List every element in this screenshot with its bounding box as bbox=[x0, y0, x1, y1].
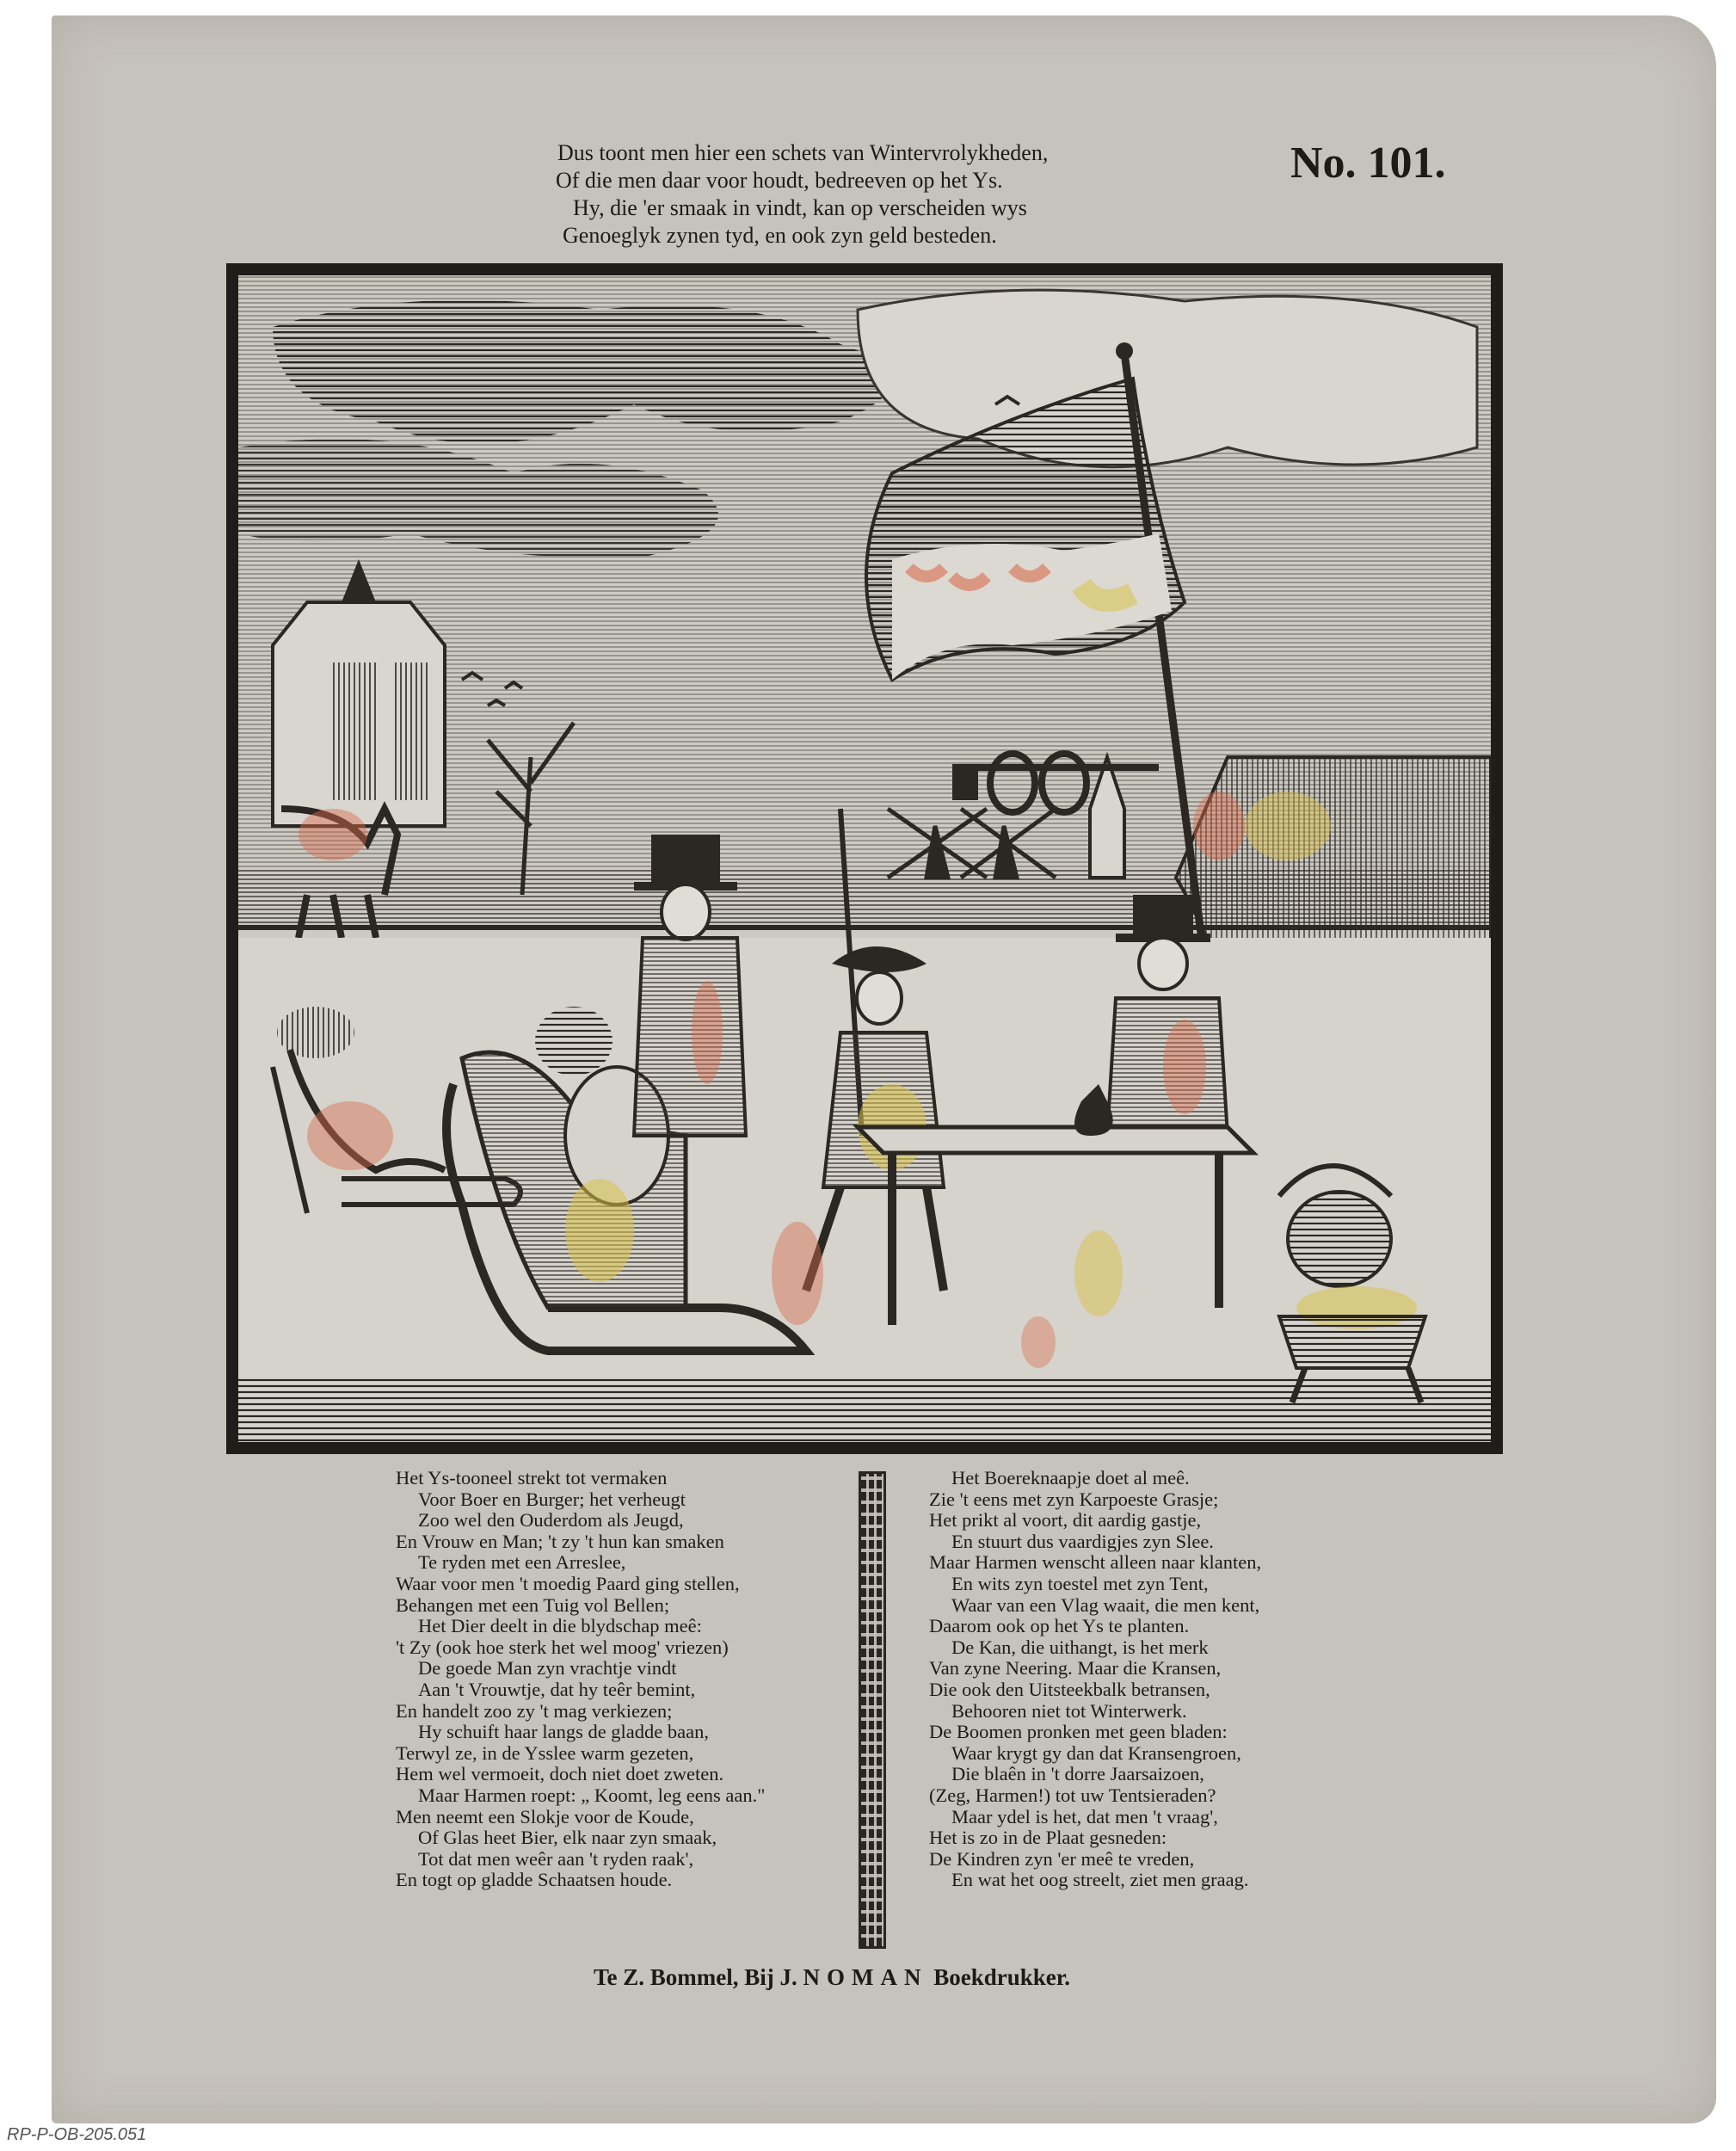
poem-line: Waar van een Vlag waait, die men kent, bbox=[951, 1593, 1260, 1616]
poem-line: Behooren niet tot Winterwerk. bbox=[951, 1699, 1187, 1722]
header-verse bbox=[551, 139, 1187, 250]
poem-line: Het Ys-tooneel strekt tot vermaken bbox=[396, 1467, 668, 1488]
poem-line: En Vrouw en Man; 't zy 't hun kan smaken bbox=[396, 1530, 724, 1552]
poem-line: Het is zo in de Plaat gesneden: bbox=[929, 1827, 1167, 1849]
poem-line: Waar krygt gy dan dat Kransengroen, bbox=[951, 1741, 1241, 1764]
poem-line: Van zyne Neering. Maar die Kransen, bbox=[929, 1657, 1222, 1680]
poem-line: En wits zyn toestel met zyn Tent, bbox=[951, 1572, 1209, 1594]
printer-name: NOMAN bbox=[803, 1964, 928, 1990]
poem-line: De Kindren zyn 'er meê te vreden, bbox=[929, 1847, 1195, 1870]
poem-line: Terwyl ze, in de Ysslee warm gezeten, bbox=[396, 1741, 694, 1764]
imprint-suffix: Boekdrukker. bbox=[933, 1964, 1071, 1990]
header-verse-line: Dus toont men hier een schets van Wintervrolykheden, bbox=[557, 140, 1049, 165]
poem-line: Hem wel vermoeit, doch niet doet zweten. bbox=[396, 1763, 724, 1785]
poem-line: Het prikt al voort, dit aardig gastje, bbox=[929, 1509, 1202, 1532]
inventory-number: RP-P-OB-205.051 bbox=[7, 2125, 147, 2144]
poem-line: Voor Boer en Burger; het verheugt bbox=[418, 1488, 686, 1510]
poem-line: De Boomen pronken met geen bladen: bbox=[929, 1721, 1228, 1743]
poem-line: Aan 't Vrouwtje, dat hy teêr bemint, bbox=[418, 1678, 696, 1700]
header-verse-line: Of die men daar voor houdt, bedreeven op het Ys. bbox=[556, 168, 1003, 193]
ornamental-divider bbox=[859, 1471, 886, 1949]
poem-line: En handelt zoo zy 't mag verkiezen; bbox=[396, 1699, 673, 1722]
poem-line: Behangen met een Tuig vol Bellen; bbox=[396, 1593, 670, 1616]
poem-line: Die ook den Uitsteekbalk betransen, bbox=[929, 1678, 1210, 1700]
poem-line: Zie 't eens met zyn Karpoeste Grasje; bbox=[929, 1488, 1219, 1510]
poem-line: Zoo wel den Ouderdom als Jeugd, bbox=[418, 1509, 684, 1532]
poem-line: Die blaên in 't dorre Jaarsaizoen, bbox=[951, 1763, 1204, 1785]
printer-imprint bbox=[594, 1964, 1070, 1991]
poem-line: Te ryden met een Arreslee, bbox=[418, 1551, 626, 1574]
poem-line: (Zeg, Harmen!) tot uw Tentsieraden? bbox=[929, 1784, 1216, 1806]
poem-line: Maar ydel is het, dat men 't vraag', bbox=[951, 1805, 1218, 1827]
poem-line: En wat het oog streelt, ziet men graag. bbox=[951, 1869, 1249, 1891]
poem-line: Maar Harmen roept: „ Koomt, leg eens aan." bbox=[418, 1784, 766, 1806]
poem-line: De goede Man zyn vrachtje vindt bbox=[418, 1657, 677, 1680]
poem-line: 't Zy (ook hoe sterk het wel moog' vriezen) bbox=[396, 1636, 729, 1658]
poem-right-column bbox=[929, 1468, 1376, 1891]
poem-line: Hy schuift haar langs de gladde baan, bbox=[418, 1721, 710, 1743]
header-verse-line: Hy, die 'er smaak in vindt, kan op verscheiden wys bbox=[573, 195, 1027, 220]
poem-line: En togt op gladde Schaatsen houde. bbox=[396, 1869, 673, 1891]
poem-line: Daarom ook op het Ys te planten. bbox=[929, 1615, 1190, 1637]
poem-line: Het Dier deelt in die blydschap meê: bbox=[418, 1615, 702, 1637]
poem-line: De Kan, die uithangt, is het merk bbox=[951, 1636, 1209, 1658]
poem-line: Waar voor men 't moedig Paard ging stellen, bbox=[396, 1572, 740, 1594]
woodcut-illustration bbox=[226, 263, 1503, 1454]
poem-line: Tot dat men weêr aan 't ryden raak', bbox=[418, 1847, 694, 1870]
sheet-number: No. 101. bbox=[1290, 139, 1446, 188]
poem-line: Het Boereknaapje doet al meê. bbox=[951, 1467, 1190, 1488]
imprint-prefix: Te Z. Bommel, Bij J. bbox=[594, 1964, 797, 1990]
poem-line: Of Glas heet Bier, elk naar zyn smaak, bbox=[418, 1827, 717, 1849]
poem-left-column bbox=[396, 1468, 843, 1891]
winter-scene-image bbox=[238, 275, 1491, 1442]
poem-line: Men neemt een Slokje voor de Koude, bbox=[396, 1805, 694, 1827]
poem-line: Maar Harmen wenscht alleen naar klanten, bbox=[929, 1551, 1262, 1574]
header-verse-line: Genoeglyk zynen tyd, en ook zyn geld besteden. bbox=[563, 223, 997, 248]
poem-line: En stuurt dus vaardigjes zyn Slee. bbox=[951, 1530, 1214, 1552]
